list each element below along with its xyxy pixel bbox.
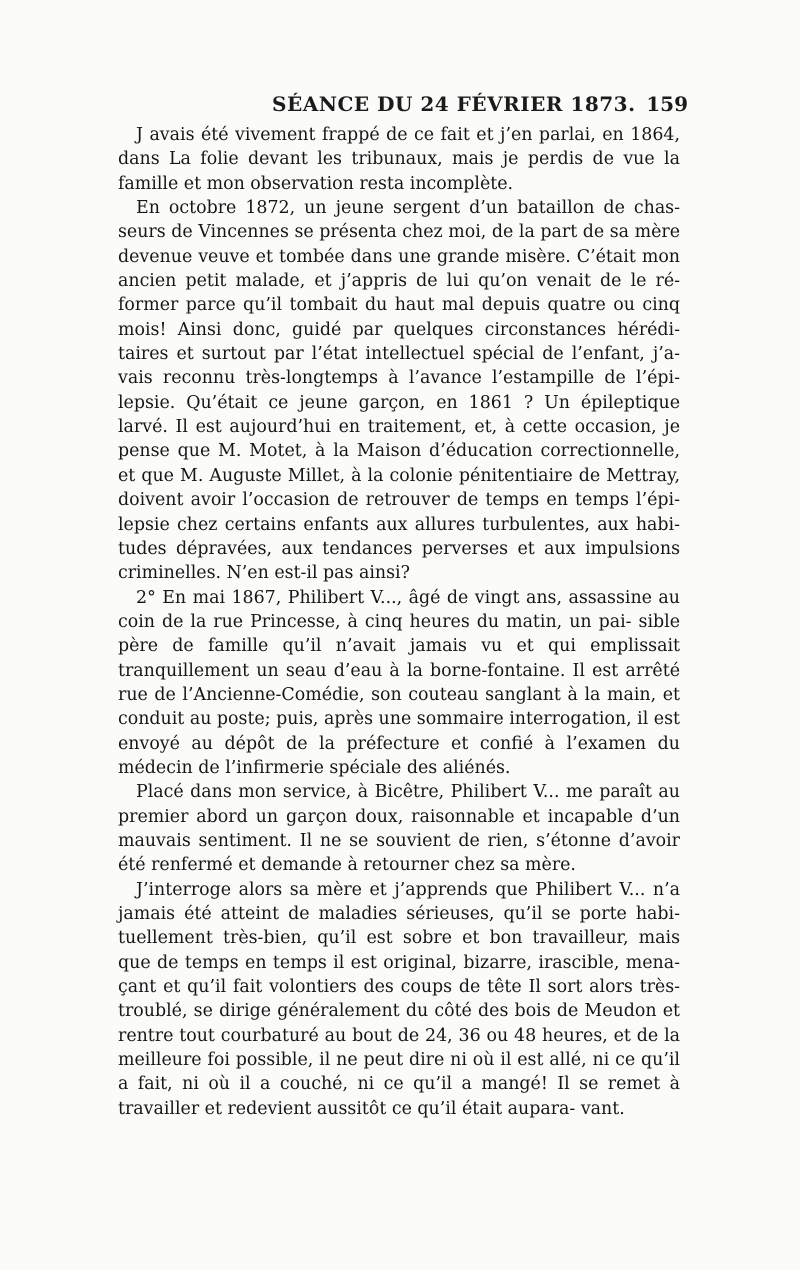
running-head: [118, 92, 688, 122]
body-text: [118, 123, 680, 1121]
paragraph-1: J avais été vivement frappé de ce fait et j’en parlai, en 1864, dans La folie devant les tribunaux, mais je perdis de vue la famille et mon observation resta incomplète.: [118, 125, 680, 194]
paragraph-3: 2° En mai 1867, Philibert V..., âgé de vingt ans, assassine au coin de la rue Princesse, à cinq heures du matin, un pai- sible père de famille qu’il n’avait jamais vu et qui emplissait tranquillement un seau d’eau à la borne-fontaine. Il est arrêté rue de l’Ancienne-Comédie, son couteau sanglant à la main, et conduit au poste; puis, après une sommaire interrogation, il est envoyé au dépôt de la préfecture et confié à l’examen du médecin de l’infirmerie spéciale des aliénés.: [118, 587, 680, 778]
page-number: 159: [646, 92, 688, 116]
running-title: SÉANCE DU 24 FÉVRIER 1873.: [272, 92, 636, 116]
paragraph-5: J’interroge alors sa mère et j’apprends que Philibert V... n’a jamais été atteint de maladies sérieuses, qu’il se porte habi- tuellement très-bien, qu’il est sobre et bon travailleur, mais que de temps en temps il est original, bizarre, irascible, mena- çant et qu’il fait volontiers des coups de tête Il sort alors très- troublé, se dirige généralement du côté des bois de Meudon et rentre tout courbaturé au bout de 24, 36 ou 48 heures, et de la meilleure foi possible, il ne peut dire ni où il est allé, ni ce qu’il a fait, ni où il a couché, ni ce qu’il a mangé! Il se remet à travailler et redevient aussitôt ce qu’il était aupara- vant.: [118, 879, 680, 1119]
paragraph-4: Placé dans mon service, à Bicêtre, Philibert V... me paraît au premier abord un garçon doux, raisonnable et incapable d’un mauvais sentiment. Il ne se souvient de rien, s’étonne d’avoir été renfermé et demande à retourner chez sa mère.: [118, 782, 680, 876]
paragraph-2: En octobre 1872, un jeune sergent d’un bataillon de chas- seurs de Vincennes se présenta chez moi, de la part de sa mère devenue veuve et tombée dans une grande misère. C’était mon ancien petit malade, et j’appris de lui qu’on venait de le ré- former parce qu’il tombait du haut mal depuis quatre ou cinq mois! Ainsi donc, guidé par quelques circonstances hérédi- taires et surtout par l’état intellectuel spécial de l’enfant, j’a- vais reconnu très-longtemps à l’avance l’estampille de l’épi- lepsie. Qu’était ce jeune garçon, en 1861 ? Un épileptique larvé. Il est aujourd’hui en traitement, et, à cette occasion, je pense que M. Motet, à la Maison d’éducation correctionnelle, et que M. Auguste Millet, à la colonie pénitentiaire de Mettray, doivent avoir l’occasion de retrouver de temps en temps l’épi- lepsie chez certains enfants aux allures turbulentes, aux habi- tudes dépravées, aux tendances perverses et aux impulsions criminelles. N’en est-il pas ainsi?: [118, 198, 680, 584]
